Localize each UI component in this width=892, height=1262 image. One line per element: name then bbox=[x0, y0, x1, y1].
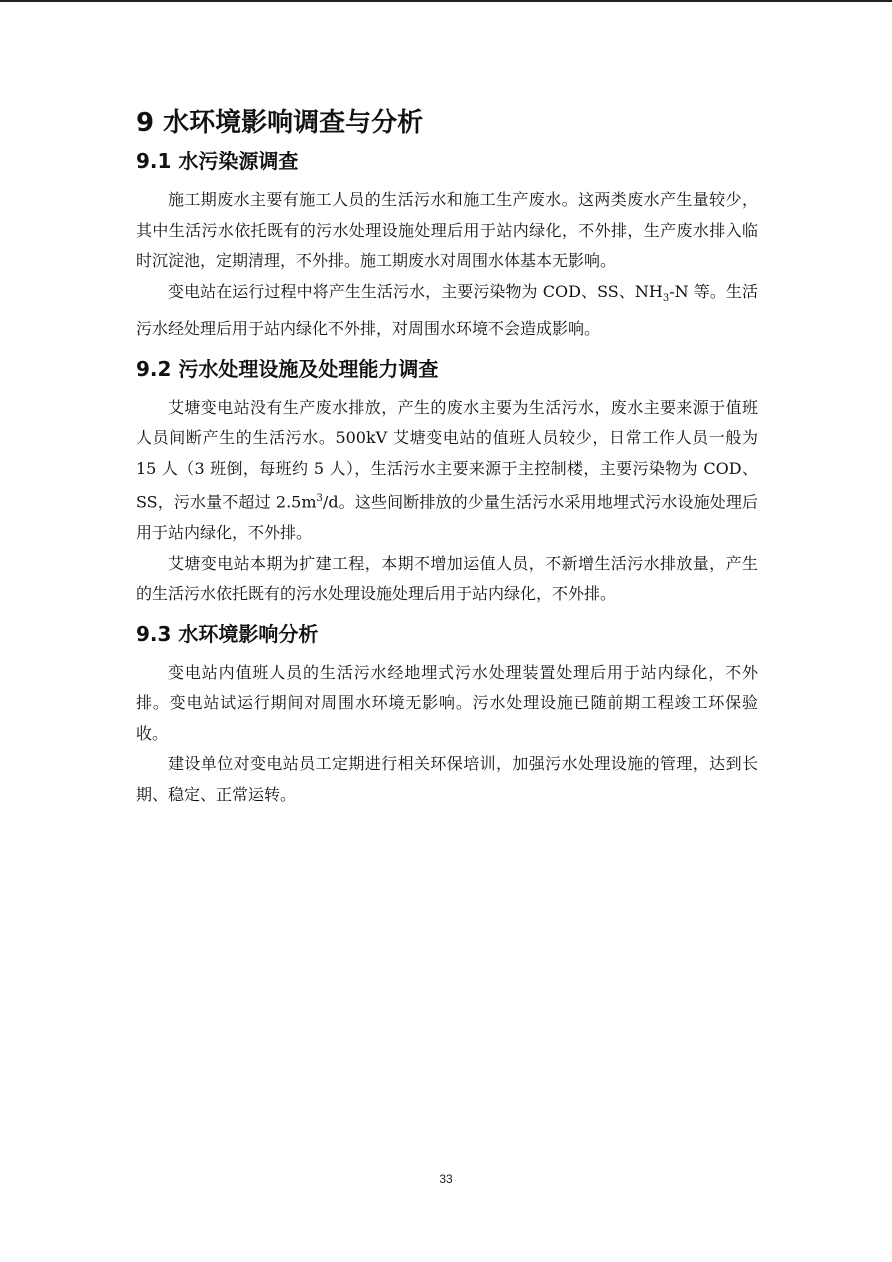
superscript: 3 bbox=[316, 493, 323, 505]
paragraph-text: /d。这些间断排放的少量生活污水采用地埋式污水设施处理后用于站内绿化，不外排。 bbox=[136, 492, 758, 543]
paragraph: 变电站内值班人员的生活污水经地埋式污水处理装置处理后用于站内绿化，不外排。变电站试运行期间对周围水环境无影响。污水处理设施已随前期工程竣工环保验收。 bbox=[136, 662, 758, 743]
subscript: 3 bbox=[662, 292, 670, 304]
paragraph-text: -N 等。生活污水经处理后用于站内绿化不外排，对周围水环境不会造成影响。 bbox=[136, 281, 758, 339]
page-number: 33 bbox=[439, 1172, 453, 1186]
section-body-9-3 bbox=[136, 658, 758, 811]
top-border-line bbox=[0, 0, 892, 2]
section-body-9-1 bbox=[136, 185, 758, 345]
section-body-9-2 bbox=[136, 393, 758, 610]
paragraph bbox=[136, 393, 758, 549]
document-body bbox=[136, 103, 758, 810]
paragraph-text: 艾塘变电站没有生产废水排放，产生的废水主要为生活污水，废水主要来源于值班人员间断产生的生活污水。500kV 艾塘变电站的值班人员较少，日常工作人员一般为 15 人（3 班倒，每班约 5 人），生活污水主要来源于主控制楼，主要污染物为 COD、SS，污水量不超过 2.5m bbox=[136, 397, 758, 512]
paragraph: 建设单位对变电站员工定期进行相关环保培训，加强污水处理设施的管理，达到长期、稳定、正常运转。 bbox=[136, 754, 758, 804]
paragraph-text: 变电站在运行过程中将产生生活污水，主要污染物为 COD、SS、NH bbox=[168, 281, 663, 301]
section-heading-9-1: 9.1 水污染源调查 bbox=[136, 149, 299, 173]
paragraph bbox=[136, 277, 758, 345]
section-heading-9-3: 9.3 水环境影响分析 bbox=[136, 621, 319, 646]
paragraph: 施工期废水主要有施工人员的生活污水和施工生产废水。这两类废水产生量较少，其中生活污水依托既有的污水处理设施处理后用于站内绿化，不外排，生产废水排入临时沉淀池，定期清理，不外排。施工期废水对周围水体基本无影响。 bbox=[136, 190, 758, 270]
chapter-title: 9 水环境影响调查与分析 bbox=[136, 108, 424, 138]
paragraph: 艾塘变电站本期为扩建工程，本期不增加运值人员，不新增生活污水排放量，产生的生活污水依托既有的污水处理设施处理后用于站内绿化，不外排。 bbox=[136, 553, 758, 604]
section-heading-9-2: 9.2 污水处理设施及处理能力调查 bbox=[136, 356, 439, 381]
